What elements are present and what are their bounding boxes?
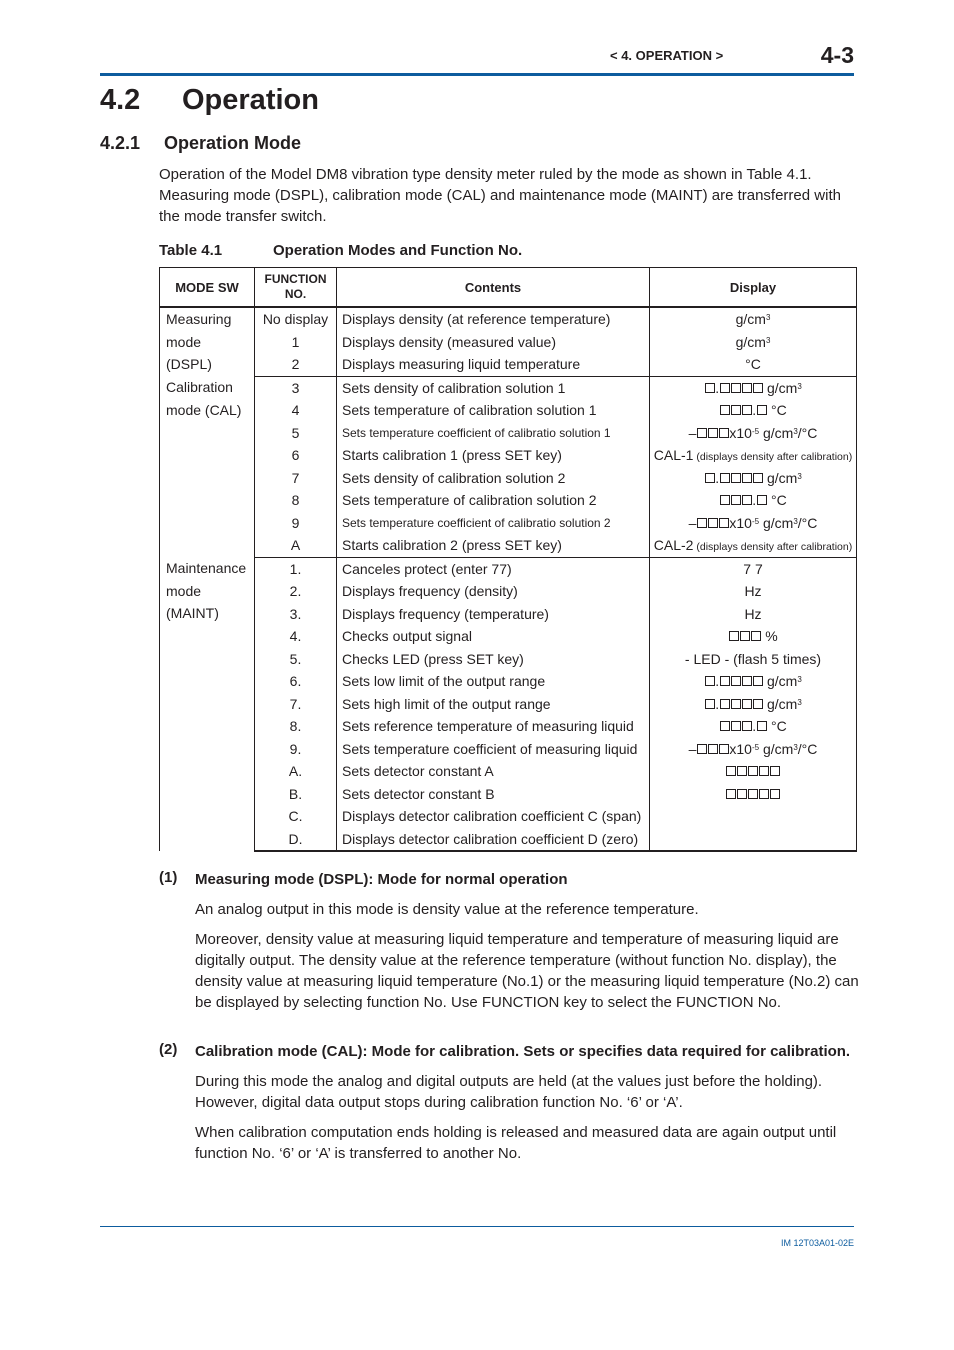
function-no: 2 [291, 356, 300, 372]
table-body [160, 307, 857, 851]
mode-label-line: Calibration [166, 379, 233, 395]
digit-box [720, 495, 730, 505]
contents-text: Displays measuring liquid temperature [342, 356, 581, 372]
function-no: 3. [289, 605, 302, 622]
function-no: 7. [289, 695, 302, 712]
function-no: 4. [289, 628, 302, 644]
contents-text: Displays frequency (temperature) [342, 605, 549, 622]
function-no: 6 [291, 447, 300, 463]
function-no: D. [288, 830, 303, 847]
contents-cell [337, 715, 650, 738]
function-no-cell [255, 557, 337, 580]
function-no: 2. [289, 583, 302, 599]
table-row [160, 557, 857, 580]
display-cell [650, 512, 857, 535]
function-no-cell [255, 603, 337, 626]
digit-box [731, 473, 741, 483]
display-cell [650, 693, 857, 716]
digit-box [770, 789, 780, 799]
function-no-cell [255, 512, 337, 535]
display-value: . °C [650, 715, 856, 738]
mode-label-line: (MAINT) [166, 605, 219, 621]
contents-text: Sets temperature of calibration solution 2 [342, 492, 597, 508]
subsection-title: Operation Mode [164, 133, 302, 153]
digit-box [737, 789, 747, 799]
contents-cell [337, 353, 650, 376]
contents-text: Starts calibration 1 (press SET key) [342, 447, 562, 463]
table-caption-number: Table 4.1 [159, 242, 223, 259]
section-title: Calibration mode (CAL): Mode for calibration. Sets or specifies data required for calibration. [195, 1043, 851, 1060]
subsection-heading [100, 133, 301, 154]
digit-box [731, 721, 741, 731]
digit-box [753, 473, 763, 483]
digit-box [748, 789, 758, 799]
paragraph: During this mode the analog and digital outputs are held (at the values just before the holding). However, digital data output stops during calibration function No. ‘6’ or ‘A’. [195, 1073, 823, 1111]
table-row [160, 715, 857, 738]
table-row [160, 603, 857, 626]
function-no: A. [288, 763, 303, 779]
display-value: 7 7 [743, 560, 763, 577]
function-no-cell [255, 828, 337, 852]
function-no: 8 [291, 492, 300, 508]
digit-box [708, 428, 718, 438]
operation-modes-table [159, 267, 857, 852]
digit-box [726, 789, 736, 799]
contents-text: Displays detector calibration coefficient D (zero) [342, 830, 639, 847]
display-cell [650, 828, 857, 852]
function-no-cell [255, 489, 337, 512]
display-value: . $g/cm^3$ [650, 670, 856, 693]
section-calibration-mode [159, 1041, 859, 1164]
display-value: - LED - (flash 5 times) [684, 650, 822, 667]
contents-cell [337, 557, 650, 580]
table-row [160, 760, 857, 783]
digit-box [759, 766, 769, 776]
contents-text: Sets reference temperature of measuring liquid [342, 718, 634, 734]
contents-cell [337, 580, 650, 603]
digit-box [697, 428, 707, 438]
digit-box [719, 428, 729, 438]
contents-text: Sets temperature coefficient of measuring liquid [342, 740, 638, 757]
display-cell [650, 783, 857, 806]
digit-box [705, 383, 715, 393]
display-cell [650, 670, 857, 693]
contents-cell [337, 331, 650, 354]
digit-box [748, 766, 758, 776]
function-no-cell [255, 648, 337, 671]
digit-box [753, 676, 763, 686]
table-row [160, 353, 857, 376]
table-row [160, 399, 857, 422]
header-contents: Contents [337, 268, 650, 308]
mode-label-line: Maintenance [166, 560, 247, 576]
function-no: 1. [289, 560, 302, 577]
function-no-cell [255, 760, 337, 783]
function-no: 9. [289, 740, 302, 757]
function-no-cell [255, 331, 337, 354]
table-row [160, 805, 857, 828]
digit-box [753, 699, 763, 709]
paragraph: When calibration computation ends holding is released and measured data are again output until function No. ‘6’ or ‘A’ is transferred to another No. [195, 1124, 837, 1162]
digit-box [742, 699, 752, 709]
function-no: 8. [289, 718, 302, 734]
section-measuring-mode [159, 869, 859, 1013]
function-no-cell [255, 625, 337, 648]
display-cell [650, 625, 857, 648]
digit-box [742, 405, 752, 415]
digit-box [751, 631, 761, 641]
digit-box [697, 518, 707, 528]
function-no-cell [255, 467, 337, 490]
contents-text: Displays density (measured value) [342, 333, 556, 350]
table-caption-title: Operation Modes and Function No. [273, 242, 523, 259]
digit-box [729, 631, 739, 641]
function-no-cell [255, 307, 337, 331]
table-row [160, 670, 857, 693]
display-value: CAL-2 (displays density after calibration) [653, 537, 853, 553]
digit-box [726, 766, 736, 776]
mode-label-line: mode [166, 582, 202, 599]
table-row [160, 534, 857, 557]
display-cell [650, 715, 857, 738]
display-cell [650, 353, 857, 376]
digit-box [740, 631, 750, 641]
table-row [160, 331, 857, 354]
section-tag: (2) [159, 1041, 178, 1058]
table-row [160, 648, 857, 671]
digit-box [759, 789, 769, 799]
section-title: Operation [182, 84, 319, 116]
contents-cell [337, 670, 650, 693]
function-no-cell [255, 715, 337, 738]
table-row [160, 828, 857, 852]
digit-box [753, 383, 763, 393]
contents-text: Starts calibration 2 (press SET key) [342, 537, 562, 553]
digit-box [708, 518, 718, 528]
digit-box [719, 744, 729, 754]
display-value: . °C [650, 489, 856, 512]
digit-box [708, 744, 718, 754]
display-cell [650, 648, 857, 671]
display-value [650, 760, 856, 783]
contents-text: Canceles protect (enter 77) [342, 560, 512, 577]
footer-rule [100, 1226, 854, 1227]
contents-text: Checks output signal [342, 628, 472, 644]
digit-box [731, 699, 741, 709]
contents-text: Sets detector constant A [342, 763, 494, 779]
digit-box [705, 699, 715, 709]
table-row [160, 512, 857, 535]
display-value: . $g/cm^3$ [650, 693, 856, 716]
contents-text: Checks LED (press SET key) [342, 650, 524, 667]
contents-cell [337, 534, 650, 557]
display-cell [650, 557, 857, 580]
display-value: Hz [744, 583, 762, 599]
display-value: . $g/cm^3$ [650, 377, 856, 400]
contents-cell [337, 648, 650, 671]
digit-box [719, 518, 729, 528]
display-value [650, 805, 856, 828]
display-cell [650, 805, 857, 828]
contents-text: Displays detector calibration coefficient C (span) [342, 808, 642, 824]
function-no-cell [255, 444, 337, 467]
display-value: °C [745, 356, 761, 372]
digit-box [770, 766, 780, 776]
contents-cell [337, 422, 650, 445]
function-no-cell [255, 376, 337, 399]
table-row [160, 422, 857, 445]
function-no: A [290, 537, 301, 553]
contents-cell [337, 693, 650, 716]
intro-paragraph: Operation of the Model DM8 vibration type density meter ruled by the mode as shown in Table 4.1. Measuring mode (DSPL), calibration mode (CAL) and maintenance mode (MAINT) are transferred with the mode transfer switch. [159, 166, 841, 225]
contents-text: Sets density of calibration solution 1 [342, 379, 566, 396]
header-function-no: FUNCTION NO. [255, 268, 337, 308]
function-no: No display [262, 311, 329, 327]
table-header-row [160, 268, 857, 308]
display-cell [650, 489, 857, 512]
contents-cell [337, 512, 650, 535]
display-value: – $x10^{-5}$ $g/cm^3/^\circ C$ [688, 514, 818, 531]
display-cell [650, 603, 857, 626]
digit-box [737, 766, 747, 776]
function-no-cell [255, 670, 337, 693]
display-value: $g/cm^3$ [735, 333, 771, 350]
table-row [160, 580, 857, 603]
table-row [160, 738, 857, 761]
digit-box [742, 473, 752, 483]
contents-cell [337, 738, 650, 761]
contents-text: Sets temperature coefficient of calibratio solution 2 [342, 515, 611, 530]
function-no-cell [255, 738, 337, 761]
mode-label-line: mode (CAL) [166, 401, 242, 418]
display-cell [650, 376, 857, 399]
display-value: – $x10^{-5}$ $g/cm^3/^\circ C$ [688, 740, 818, 757]
document-id: IM 12T03A01-02E [780, 1238, 854, 1248]
contents-text: Sets high limit of the output range [342, 695, 551, 712]
display-cell [650, 534, 857, 557]
digit-box [731, 676, 741, 686]
function-no-cell [255, 353, 337, 376]
display-value [650, 828, 856, 851]
display-value: . $g/cm^3$ [650, 467, 856, 490]
digit-box [697, 744, 707, 754]
table-row [160, 307, 857, 331]
contents-text: Displays density (at reference temperature) [342, 311, 611, 327]
section-tag: (1) [159, 869, 178, 886]
header-mode-sw: MODE SW [160, 268, 255, 308]
subsection-number: 4.2.1 [100, 133, 141, 153]
display-cell [650, 580, 857, 603]
paragraph: An analog output in this mode is density value at the reference temperature. [195, 901, 699, 918]
section-heading [100, 84, 319, 117]
contents-cell [337, 489, 650, 512]
mode-cell [160, 376, 255, 557]
digit-box [720, 383, 730, 393]
digit-box [731, 383, 741, 393]
digit-box [720, 676, 730, 686]
function-no: C. [288, 808, 303, 824]
function-no-cell [255, 534, 337, 557]
contents-cell [337, 603, 650, 626]
digit-box [742, 495, 752, 505]
digit-box [720, 721, 730, 731]
function-no: 7 [291, 469, 300, 486]
function-no: 3 [291, 379, 300, 396]
display-value: % [650, 625, 856, 648]
table-row [160, 489, 857, 512]
table-row [160, 693, 857, 716]
display-cell [650, 760, 857, 783]
contents-text: Sets density of calibration solution 2 [342, 469, 566, 486]
function-no-cell [255, 580, 337, 603]
display-value [650, 783, 856, 806]
display-value: CAL-1 (displays density after calibration) [653, 447, 853, 463]
function-no: 1 [291, 333, 300, 350]
contents-text: Displays frequency (density) [342, 583, 518, 599]
contents-text: Sets temperature of calibration solution 1 [342, 402, 597, 418]
display-cell [650, 331, 857, 354]
section-title: Measuring mode (DSPL): Mode for normal operation [195, 871, 568, 888]
mode-label-line: (DSPL) [166, 356, 212, 372]
digit-box [742, 383, 752, 393]
table-row [160, 625, 857, 648]
digit-box [757, 721, 767, 731]
digit-box [742, 721, 752, 731]
contents-cell [337, 625, 650, 648]
function-no-cell [255, 399, 337, 422]
table-row [160, 444, 857, 467]
mode-cell [160, 307, 255, 376]
display-value: Hz [744, 605, 762, 622]
function-no: 5. [289, 650, 302, 667]
contents-cell [337, 399, 650, 422]
mode-label-line: mode [166, 333, 202, 350]
digit-box [731, 405, 741, 415]
display-value: $g/cm^3$ [735, 311, 771, 327]
table-row [160, 783, 857, 806]
contents-cell [337, 467, 650, 490]
display-cell [650, 738, 857, 761]
mode-label-line: Measuring [166, 311, 232, 327]
display-cell [650, 307, 857, 331]
digit-box [757, 405, 767, 415]
function-no: 6. [289, 673, 302, 689]
function-no-cell [255, 693, 337, 716]
display-value: . °C [650, 399, 856, 422]
digit-box [742, 676, 752, 686]
function-no: B. [288, 785, 303, 802]
contents-cell [337, 307, 650, 331]
function-no: 9 [291, 514, 300, 531]
display-cell [650, 399, 857, 422]
digit-box [757, 495, 767, 505]
function-no: 4 [291, 402, 300, 418]
display-value: – $x10^{-5}$ $g/cm^3/^\circ C$ [688, 424, 818, 441]
page-number: 4-3 [820, 42, 854, 68]
table-caption [159, 242, 522, 259]
contents-cell [337, 444, 650, 467]
digit-box [720, 405, 730, 415]
table-row [160, 467, 857, 490]
contents-text: Sets detector constant B [342, 785, 495, 802]
digit-box [720, 699, 730, 709]
function-no-cell [255, 422, 337, 445]
display-cell [650, 444, 857, 467]
contents-text: Sets temperature coefficient of calibratio solution 1 [342, 425, 611, 440]
header-rule [100, 73, 854, 76]
running-header-section: < 4. OPERATION > [610, 48, 724, 63]
contents-cell [337, 783, 650, 806]
digit-box [731, 495, 741, 505]
section-number: 4.2 [100, 84, 141, 116]
digit-box [705, 473, 715, 483]
digit-box [720, 473, 730, 483]
contents-cell [337, 760, 650, 783]
table-row [160, 376, 857, 399]
contents-cell [337, 828, 650, 852]
mode-cell [160, 557, 255, 851]
display-cell [650, 467, 857, 490]
paragraph: Moreover, density value at measuring liquid temperature and temperature of measuring liquid are digitally output. The density value at the reference temperature (without function No. display), the density value at measuring liquid temperature (No.1) or the measuring liquid temperature (No.2) can be displayed by selecting function No. Use FUNCTION key to select the FUNCTION No. [195, 931, 859, 1011]
contents-cell [337, 805, 650, 828]
function-no-cell [255, 783, 337, 806]
contents-text: Sets low limit of the output range [342, 673, 546, 689]
contents-cell [337, 376, 650, 399]
function-no: 5 [291, 424, 300, 441]
digit-box [705, 676, 715, 686]
display-cell [650, 422, 857, 445]
function-no-cell [255, 805, 337, 828]
header-display: Display [650, 268, 857, 308]
